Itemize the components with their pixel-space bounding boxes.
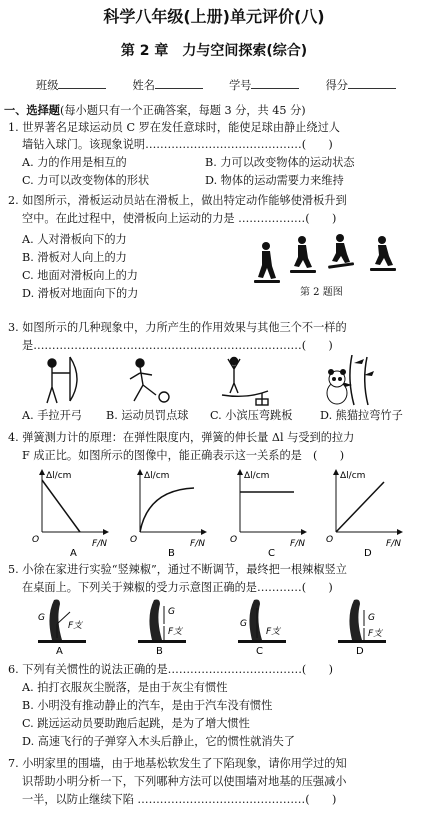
q3-stem-line2: 是………………………………………………………………( ) bbox=[22, 339, 333, 352]
student-info-fields bbox=[36, 76, 396, 93]
graph-b-xlabel: F/N bbox=[190, 539, 205, 549]
q4-stem-line1: 4. 弹簧测力计的原理：在弹性限度内，弹簧的伸长量 Δl 与受到的拉力 bbox=[8, 431, 355, 444]
graph-a-xlabel: F/N bbox=[92, 539, 107, 549]
q2-figure-caption: 第 2 题图 bbox=[300, 287, 343, 298]
skater-figure-3 bbox=[328, 234, 354, 269]
page-title: 科学八年级(上册)单元评价(八) bbox=[103, 7, 325, 26]
q1-stem-line2: 墙钻入球门。该现象说明……………………………………( ) bbox=[22, 138, 333, 151]
q6-option-c[interactable]: C. 跳远运动员要助跑后起跳，是为了增大惯性 bbox=[22, 717, 250, 730]
student-number-field[interactable]: 学号 bbox=[229, 76, 299, 93]
q6-stem: 6. 下列有关惯性的说法正确的是………………………………( ) bbox=[8, 663, 334, 676]
graph-b-origin: O bbox=[130, 535, 138, 545]
graph-d-ylabel: Δl/cm bbox=[340, 471, 366, 481]
q2-stem-line1: 2. 如图所示，滑板运动员站在滑板上，做出特定动作能够使滑板升到 bbox=[8, 194, 347, 207]
q5-stem-line1: 5. 小徐在家进行实验“竖辣椒”，通过不断调节，最终把一根辣椒竖立 bbox=[8, 563, 347, 576]
graph-d-origin: O bbox=[326, 535, 334, 545]
q1-stem-line1: 1. 世界著名足球运动员 C 罗在发任意球时，能使足球由静止绕过人 bbox=[8, 121, 340, 134]
q2-option-c[interactable]: C. 地面对滑板向上的力 bbox=[22, 269, 138, 282]
q3-figures bbox=[22, 355, 414, 407]
q3-option-d[interactable]: D. 熊猫拉弯竹子 bbox=[320, 409, 403, 422]
graph-a-origin: O bbox=[32, 535, 40, 545]
diving-board-figure bbox=[222, 358, 268, 406]
pepper-c-letter: C bbox=[256, 646, 263, 656]
q6-option-d[interactable]: D. 高速飞行的子弹穿入木头后静止，它的惯性就消失了 bbox=[22, 735, 295, 748]
pepper-a-g-label: G bbox=[38, 613, 45, 623]
skater-figure-2 bbox=[290, 236, 316, 273]
panda-bamboo-figure bbox=[327, 355, 374, 405]
pepper-a-letter: A bbox=[56, 646, 63, 656]
q7-stem-line1: 7. 小明家里的围墙，由于地基松软发生了下陷现象，请你用学过的知 bbox=[8, 757, 347, 770]
score-field[interactable]: 得分 bbox=[326, 76, 396, 93]
graph-a-ylabel: Δl/cm bbox=[46, 471, 72, 481]
pepper-c-f-label: F支 bbox=[266, 627, 281, 637]
skater-figure-4 bbox=[370, 236, 396, 271]
q5-pepper-figures bbox=[30, 596, 410, 656]
pepper-figure-c[interactable] bbox=[238, 600, 286, 657]
graph-d[interactable] bbox=[326, 471, 401, 558]
q3-option-c[interactable]: C. 小滨压弯跳板 bbox=[210, 409, 293, 422]
skater-figure-1 bbox=[254, 242, 280, 283]
pepper-d-f-label: F支 bbox=[368, 629, 383, 639]
q4-graphs bbox=[30, 466, 410, 558]
graph-d-xlabel: F/N bbox=[386, 539, 401, 549]
q3-stem-line1: 3. 如图所示的几种现象中，力所产生的作用效果与其他三个不一样的 bbox=[8, 321, 347, 334]
q1-option-c[interactable]: C. 力可以改变物体的形状 bbox=[22, 174, 150, 187]
q6-option-a[interactable]: A. 拍打衣服灰尘脱落，是由于灰尘有惯性 bbox=[22, 681, 228, 694]
graph-b-ylabel: Δl/cm bbox=[144, 471, 170, 481]
pepper-figure-d[interactable] bbox=[338, 600, 386, 657]
class-field[interactable]: 班级 bbox=[36, 76, 106, 93]
q2-stem-line2: 空中。在此过程中，使滑板向上运动的力是 ………………( ) bbox=[22, 212, 337, 225]
chapter-subtitle: 第 2 章 力与空间探索(综合) bbox=[120, 43, 308, 59]
q1-option-d[interactable]: D. 物体的运动需要力来维持 bbox=[205, 174, 344, 187]
graph-a-letter: A bbox=[70, 548, 77, 558]
pepper-a-f-label: F支 bbox=[68, 621, 83, 631]
q2-option-b[interactable]: B. 滑板对人向上的力 bbox=[22, 251, 127, 264]
pepper-b-letter: B bbox=[156, 646, 163, 656]
pepper-d-g-label: G bbox=[368, 613, 375, 623]
q1-option-a[interactable]: A. 力的作用是相互的 bbox=[22, 156, 127, 169]
q2-option-a[interactable]: A. 人对滑板向下的力 bbox=[22, 233, 127, 246]
pepper-figure-a[interactable] bbox=[38, 600, 86, 657]
graph-b[interactable] bbox=[130, 471, 205, 558]
graph-c-origin: O bbox=[230, 535, 238, 545]
graph-b-letter: B bbox=[168, 548, 175, 558]
q7-stem-line3: 一半，以防止继续下陷 ………………………………………( ) bbox=[22, 793, 337, 806]
graph-d-letter: D bbox=[364, 548, 372, 558]
pepper-figure-b[interactable] bbox=[138, 600, 186, 657]
pepper-d-letter: D bbox=[356, 646, 364, 656]
q1-option-b[interactable]: B. 力可以改变物体的运动状态 bbox=[205, 156, 355, 169]
archer-figure bbox=[47, 357, 77, 403]
graph-a-curve bbox=[42, 480, 80, 532]
graph-c-xlabel: F/N bbox=[290, 539, 305, 549]
graph-a[interactable] bbox=[32, 471, 107, 558]
q3-option-a[interactable]: A. 手拉开弓 bbox=[22, 409, 82, 422]
pepper-c-g-label: G bbox=[240, 619, 247, 629]
q3-option-b[interactable]: B. 运动员罚点球 bbox=[106, 409, 189, 422]
graph-c[interactable] bbox=[230, 471, 305, 558]
q6-option-b[interactable]: B. 小明没有推动静止的汽车，是由于汽车没有惯性 bbox=[22, 699, 273, 712]
q5-stem-line2: 在桌面上。下列关于辣椒的受力示意图正确的是…………( ) bbox=[22, 581, 333, 594]
graph-c-letter: C bbox=[268, 548, 275, 558]
graph-c-ylabel: Δl/cm bbox=[244, 471, 270, 481]
pepper-b-f-label: F支 bbox=[168, 627, 183, 637]
penalty-kick-figure bbox=[130, 359, 169, 402]
q4-stem-line2: F 成正比。如图所示的图像中，能正确表示这一关系的是 ( ) bbox=[22, 449, 345, 462]
graph-b-curve bbox=[140, 488, 194, 532]
name-field[interactable]: 姓名 bbox=[133, 76, 203, 93]
graph-d-curve bbox=[336, 482, 384, 532]
pepper-b-g-label: G bbox=[168, 607, 175, 617]
section-heading: 一、选择题(每小题只有一个正确答案，每题 3 分，共 45 分) bbox=[4, 103, 306, 117]
q7-stem-line2: 识帮助小明分析一下，下列哪种方法可以使围墙对地基的压强减小 bbox=[22, 775, 347, 788]
q2-option-d[interactable]: D. 滑板对地面向下的力 bbox=[22, 287, 139, 300]
